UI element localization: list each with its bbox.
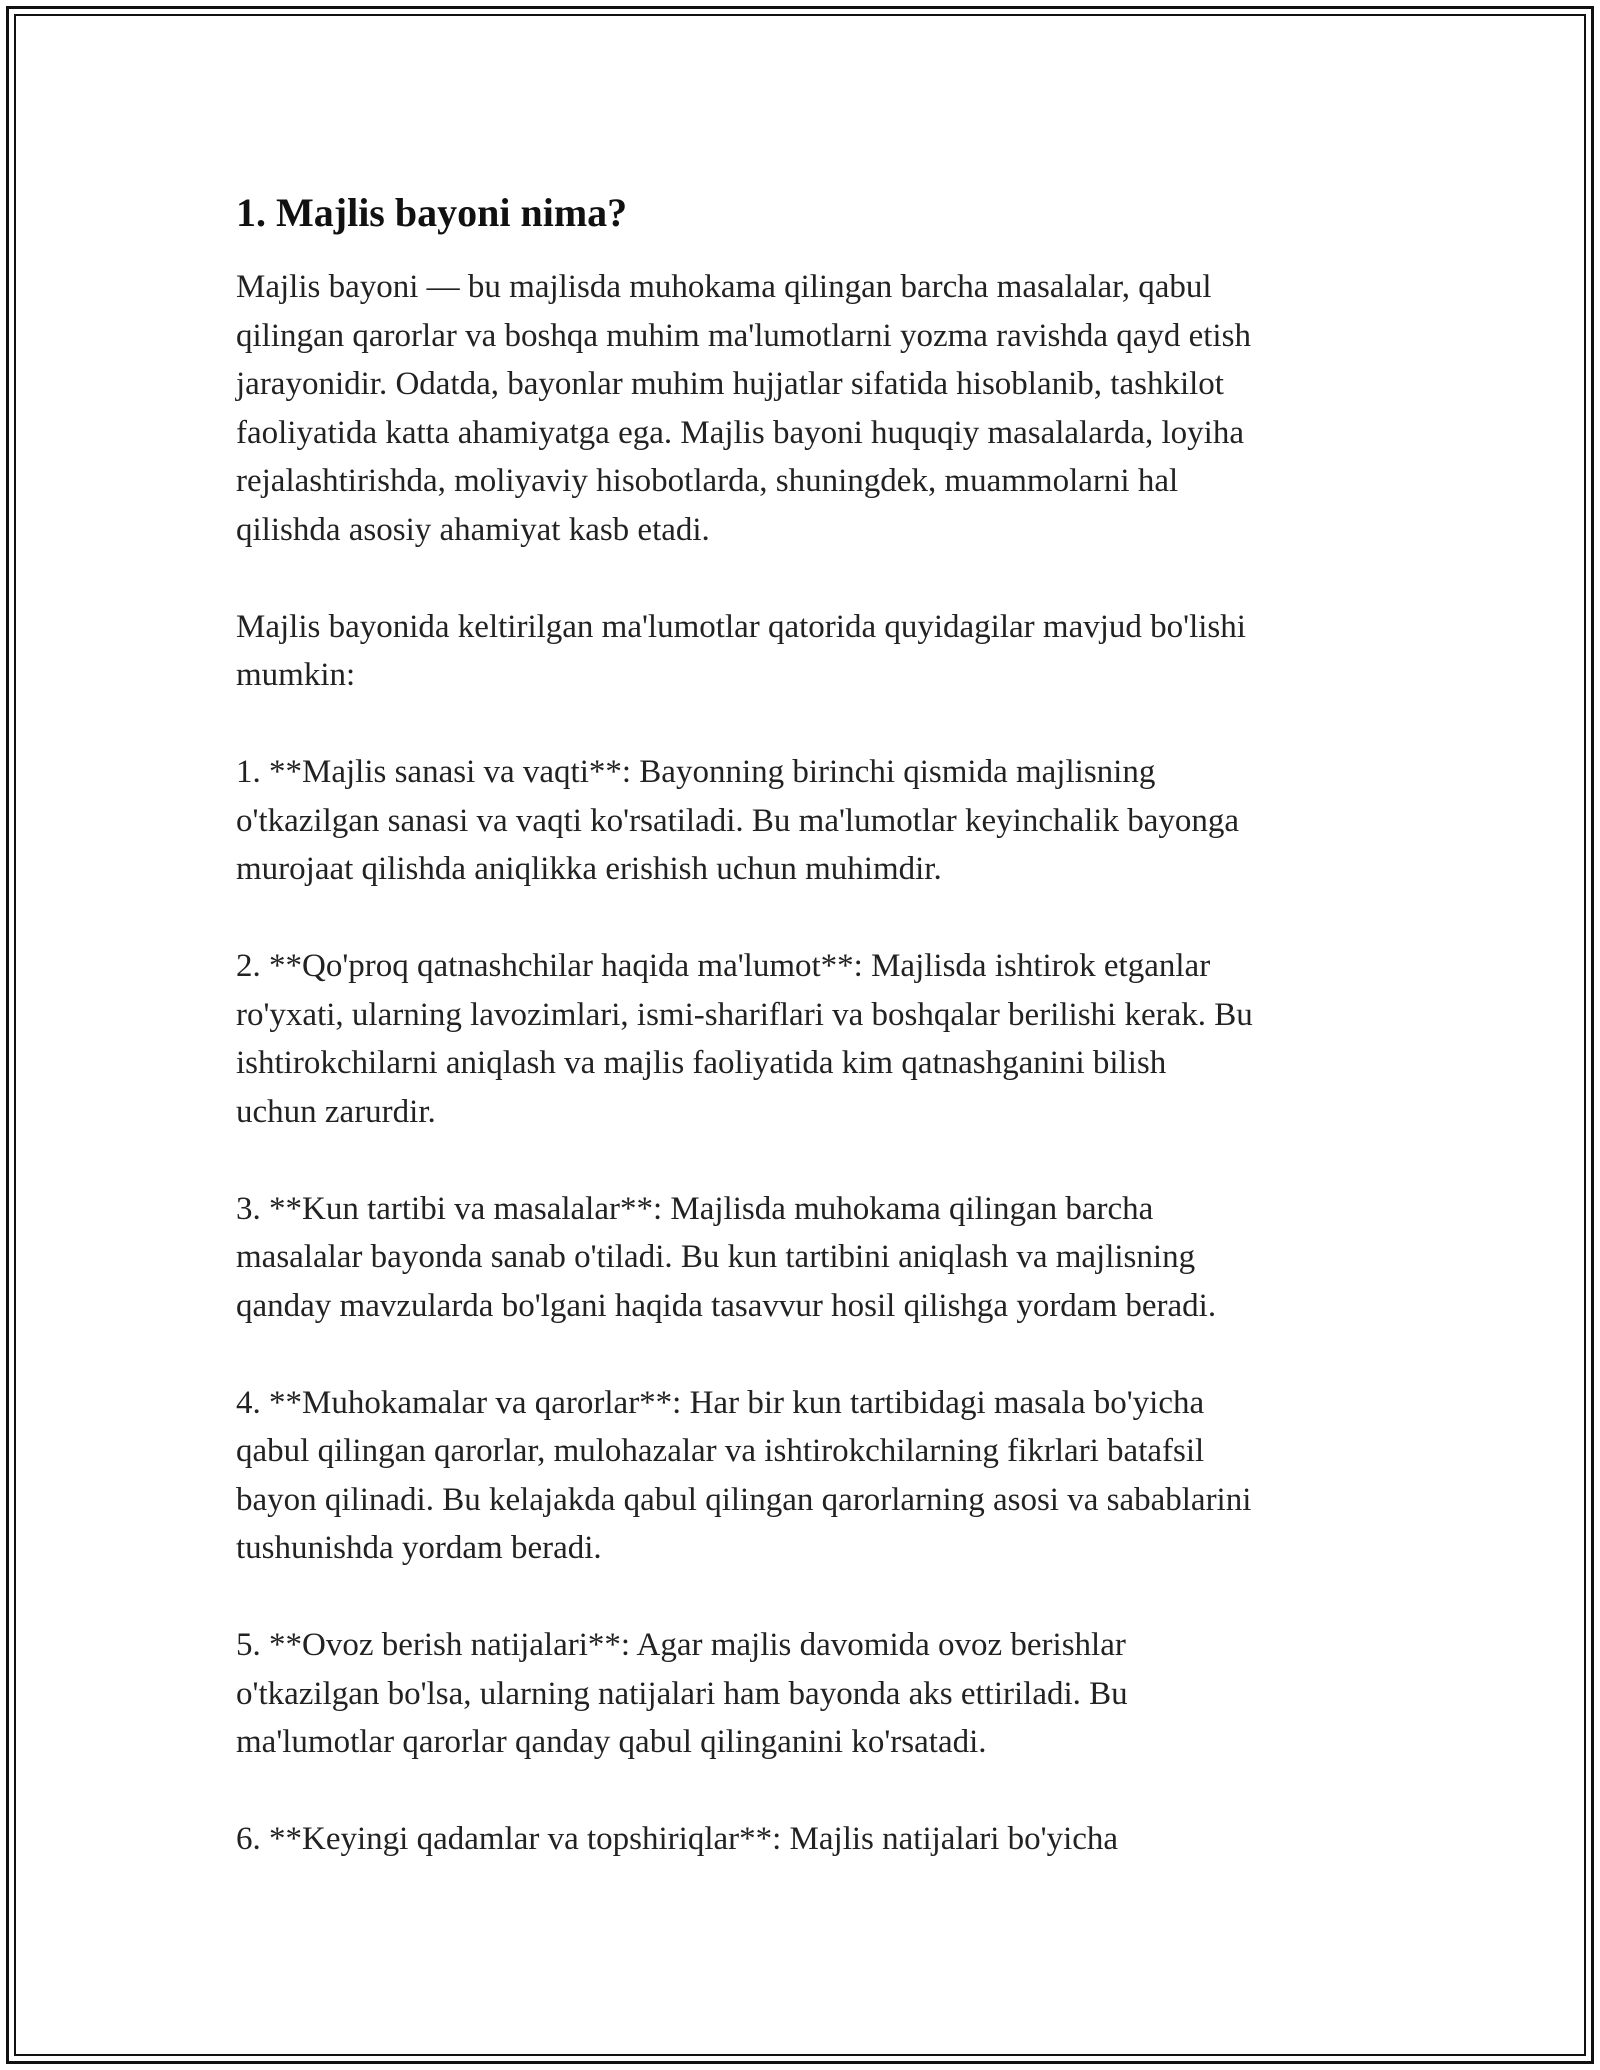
text-line: o'tkazilgan sanasi va vaqti ko'rsatiladi. Bu ma'lumotlar keyinchalik bayonga <box>236 802 1239 839</box>
text-line: 6. **Keyingi qadamlar va topshiriqlar**: Majlis natijalari bo'yicha <box>236 1821 1119 1857</box>
text-line: tushunishda yordam beradi. <box>236 1530 602 1566</box>
section-heading: 1. Majlis bayoni nima? <box>236 190 628 235</box>
paragraph-intro <box>236 263 1376 554</box>
list-item-5 <box>236 1621 1376 1767</box>
list-item-4 <box>236 1379 1376 1573</box>
text-line: faoliyatida katta ahamiyatga ega. Majlis bayoni huquqiy masalalarda, loyiha <box>236 414 1244 451</box>
text-line: ma'lumotlar qarorlar qanday qabul qilinganini ko'rsatadi. <box>236 1724 987 1760</box>
text-line: murojaat qilishda aniqlikka erishish uchun muhimdir. <box>236 851 942 887</box>
text-line: ro'yxati, ularning lavozimlari, ismi-shariflari va boshqalar berilishi kerak. Bu <box>236 996 1253 1033</box>
text-line: ishtirokchilarni aniqlash va majlis faoliyatida kim qatnashganini bilish <box>236 1045 1167 1081</box>
text-line: qilishda asosiy ahamiyat kasb etadi. <box>236 511 710 548</box>
paragraph-list-intro <box>236 603 1376 700</box>
text-line: o'tkazilgan bo'lsa, ularning natijalari ham bayonda aks ettiriladi. Bu <box>236 1675 1128 1712</box>
list-item-2 <box>236 942 1376 1136</box>
text-line: rejalashtirishda, moliyaviy hisobotlarda, shuningdek, muammolarni hal <box>236 463 1179 499</box>
text-line: 3. **Kun tartibi va masalalar**: Majlisda muhokama qilingan barcha <box>236 1190 1154 1227</box>
text-line: Majlis bayoni — bu majlisda muhokama qilingan barcha masalalar, qabul <box>236 269 1212 305</box>
list-item-6 <box>236 1815 1376 1864</box>
text-line: qilingan qarorlar va boshqa muhim ma'lumotlarni yozma ravishda qayd etish <box>236 317 1251 354</box>
text-line: 4. **Muhokamalar va qarorlar**: Har bir kun tartibidagi masala bo'yicha <box>236 1384 1205 1421</box>
text-line: Majlis bayonida keltirilgan ma'lumotlar qatorida quyidagilar mavjud bo'lishi <box>236 608 1246 645</box>
document-body <box>236 185 1376 1912</box>
text-line: 2. **Qo'proq qatnashchilar haqida ma'lumot**: Majlisda ishtirok etganlar <box>236 948 1211 984</box>
text-line: mumkin: <box>236 657 356 693</box>
text-line: qabul qilingan qarorlar, mulohazalar va ishtirokchilarning fikrlari batafsil <box>236 1433 1205 1469</box>
text-line: jarayonidir. Odatda, bayonlar muhim hujjatlar sifatida hisoblanib, tashkilot <box>236 366 1224 402</box>
text-line: qanday mavzularda bo'lgani haqida tasavvur hosil qilishga yordam beradi. <box>236 1287 1217 1324</box>
text-line: masalalar bayonda sanab o'tiladi. Bu kun tartibini aniqlash va majlisning <box>236 1239 1196 1275</box>
text-line: 1. **Majlis sanasi va vaqti**: Bayonning birinchi qismida majlisning <box>236 754 1156 790</box>
list-item-1 <box>236 748 1376 894</box>
list-item-3 <box>236 1185 1376 1331</box>
text-line: 5. **Ovoz berish natijalari**: Agar majlis davomida ovoz berishlar <box>236 1627 1126 1663</box>
text-line: uchun zarurdir. <box>236 1093 436 1130</box>
text-line: bayon qilinadi. Bu kelajakda qabul qilingan qarorlarning asosi va sabablarini <box>236 1481 1252 1518</box>
